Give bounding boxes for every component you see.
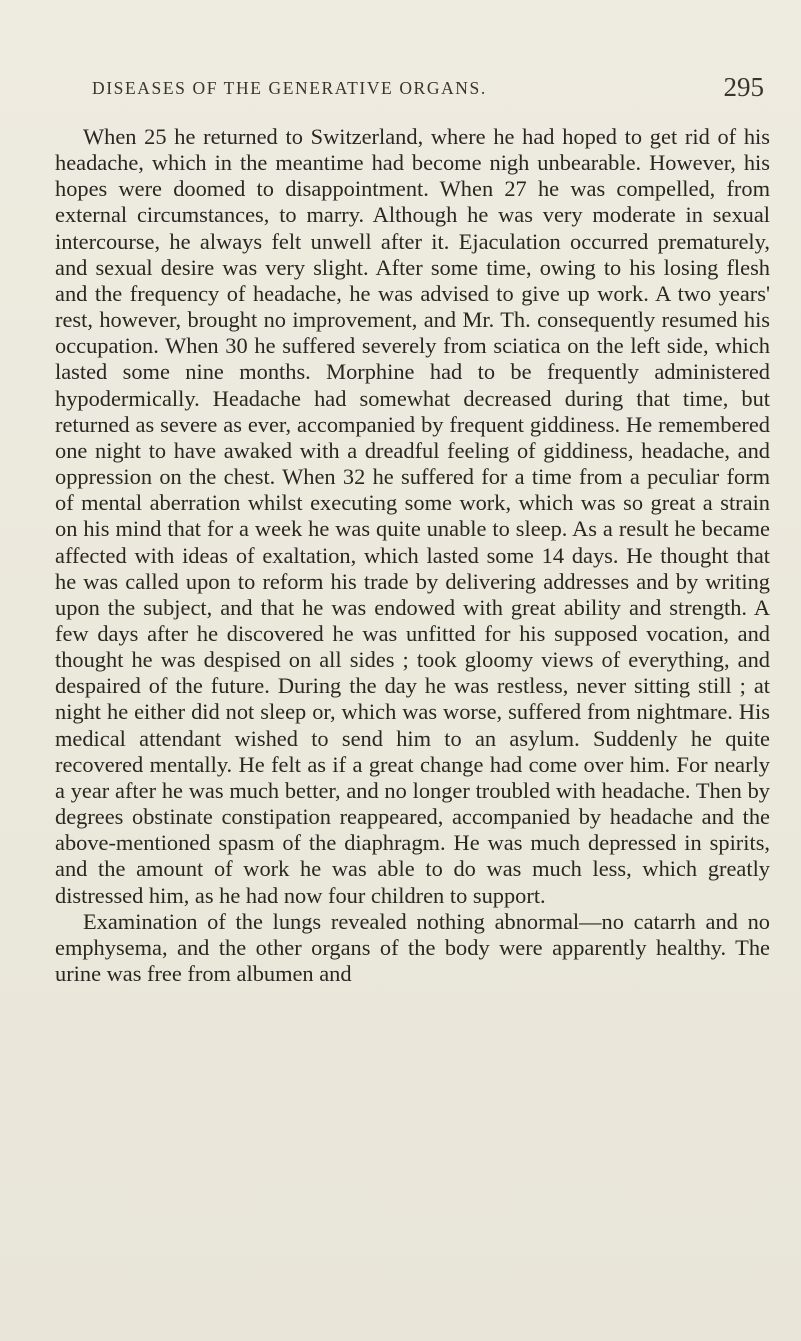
running-head [40, 72, 768, 108]
paragraph-examination: Examination of the lungs revealed nothing abnormal—no catarrh and no emphysema, and the other organs of the body were apparently healthy. The urine was free from albumen and [55, 908, 770, 986]
running-title: DISEASES OF THE GENERATIVE ORGANS. [92, 78, 487, 98]
body-text [55, 124, 770, 987]
page-number: 295 [723, 72, 764, 102]
paragraph-case-history: When 25 he returned to Switzerland, where he had hoped to get rid of his headache, which in the meantime had become nigh unbearable. However, his hopes were doomed to disappointment. When 27 he was compelled, from external circumstances, to marry. Although he was very moderate in sexual intercourse, he always felt unwell after it. Ejaculation occurred prematurely, and sexual desire was very slight. After some time, owing to his losing flesh and the frequency of headache, he was advised to give up work. A two years' rest, however, brought no improvement, and Mr. Th. consequently resumed his occupation. When 30 he suffered severely from sciatica on the left side, which lasted some nine months. Morphine had to be frequently administered hypodermically. Headache had somewhat decreased during that time, but returned as severe as ever, accompanied by frequent giddiness. He remembered one night to have awaked with a dreadful feeling of giddiness, headache, and oppression on the chest. When 32 he suffered for a time from a peculiar form of mental aberration whilst executing some work, which was so great a strain on his mind that for a week he was quite unable to sleep. As a result he became affected with ideas of exaltation, which lasted some 14 days. He thought that he was called upon to reform his trade by delivering addresses and by writing upon the subject, and that he was endowed with great ability and strength. A few days after he discovered he was unfitted for his supposed vocation, and thought he was despised on all sides ; took gloomy views of everything, and despaired of the future. During the day he was restless, never sitting still ; at night he either did not sleep or, which was worse, suffered from nightmare. His medical attendant wished to send him to an asylum. Suddenly he quite recovered mentally. He felt as if a great change had come over him. For nearly a year after he was much better, and no longer troubled with headache. Then by degrees obstinate constipation reappeared, accompanied by headache and the above-mentioned spasm of the diaphragm. He was much depressed in spirits, and the amount of work he was able to do was much less, which greatly distressed him, as he had now four children to support. [55, 124, 770, 908]
